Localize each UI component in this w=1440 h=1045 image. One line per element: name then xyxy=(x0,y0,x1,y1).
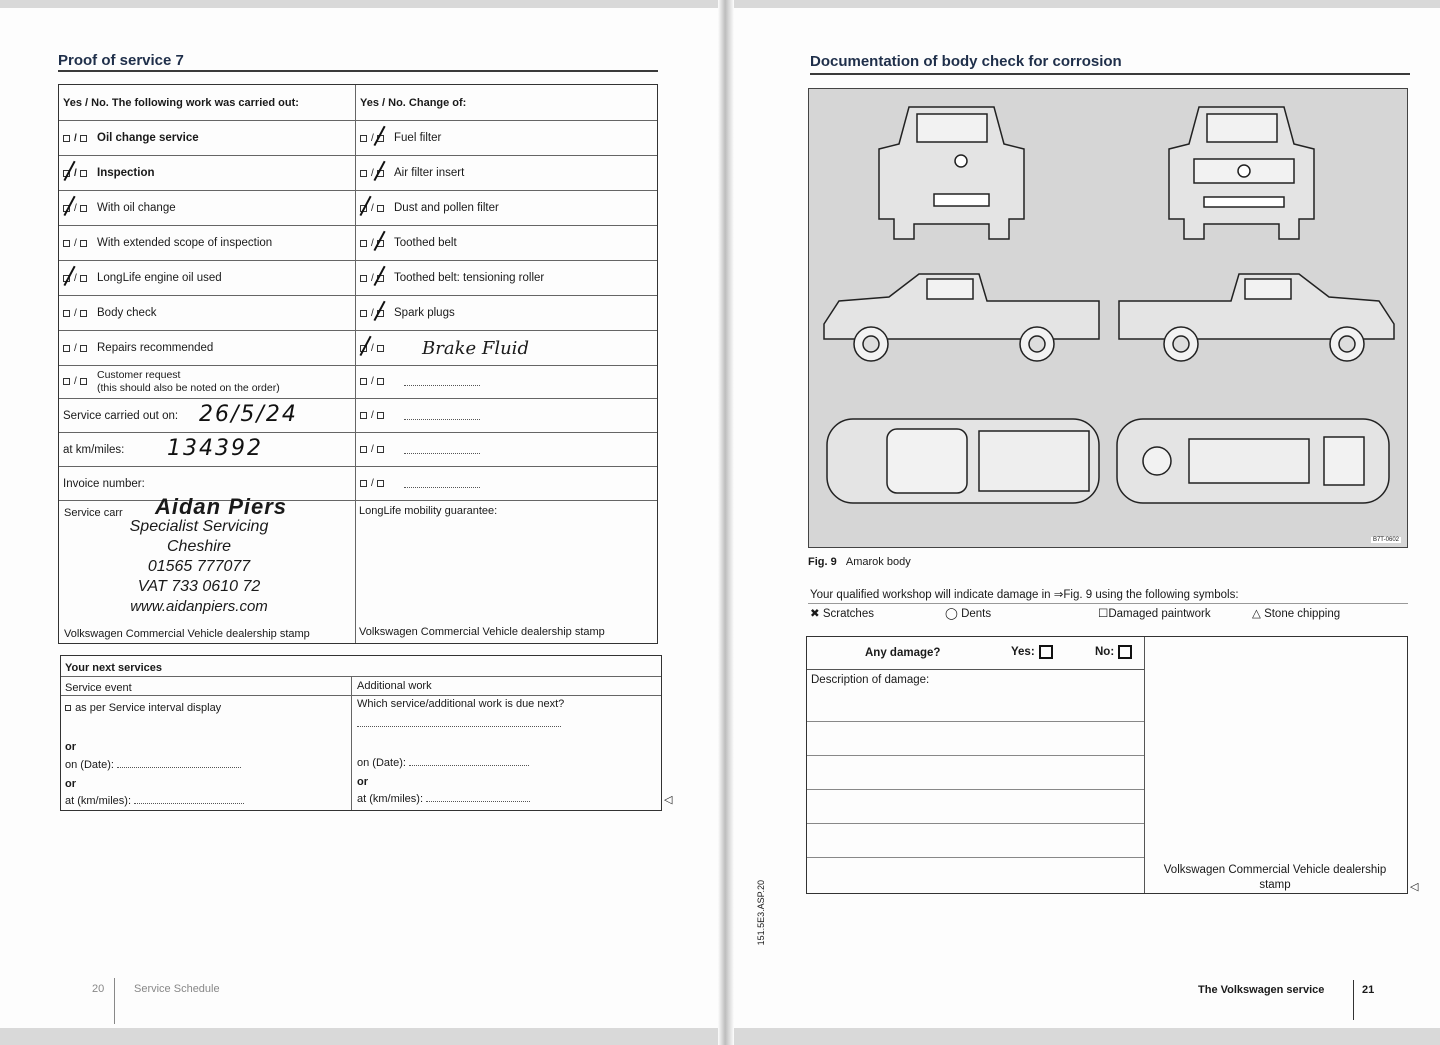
page-title: Proof of service 7 xyxy=(58,52,184,69)
divider xyxy=(807,669,1144,670)
customer-request-label: Customer request xyxy=(97,368,181,381)
change-label: Dust and pollen filter xyxy=(394,202,499,214)
or-label-right: or xyxy=(357,776,368,788)
header-right: Yes / No. Change of: xyxy=(355,85,657,121)
change-label: Spark plugs xyxy=(394,307,455,319)
stamp-line2: Cheshire xyxy=(166,538,232,555)
work-label: Body check xyxy=(97,307,157,319)
service-carried-by-label: Service carr xyxy=(64,507,123,519)
description-label: Description of damage: xyxy=(811,674,930,686)
damage-instruction: Your qualified workshop will indicate damage in ⇒Fig. 9 using the following symbols: xyxy=(810,589,1239,601)
title-rule xyxy=(810,73,1410,75)
extra-change-row[interactable]: / xyxy=(355,399,657,433)
yes-no-checkbox[interactable]: / xyxy=(63,343,97,354)
work-row[interactable] xyxy=(59,156,355,191)
change-row[interactable] xyxy=(355,191,657,226)
footer-section: Service Schedule xyxy=(134,983,220,995)
damage-stamp-label: Volkswagen Commercial Vehicle dealership stamp xyxy=(1163,864,1387,891)
or-label: or xyxy=(65,741,76,753)
stamp-phone: 01565 777077 xyxy=(147,558,251,575)
figure-caption: Fig. 9 Amarok body xyxy=(808,556,911,568)
extra-change-row[interactable]: / xyxy=(355,433,657,467)
symbol-dents: ◯ Dents xyxy=(945,608,992,620)
on-date-field[interactable]: on (Date): xyxy=(61,759,241,771)
footer-divider xyxy=(1353,980,1354,1020)
stamp-label-right: Volkswagen Commercial Vehicle dealership stamp xyxy=(359,626,605,638)
dotted-line xyxy=(357,726,561,727)
work-row[interactable] xyxy=(59,261,355,296)
work-label: With extended scope of inspection xyxy=(97,237,273,249)
at-km-field[interactable]: at (km/miles): xyxy=(61,795,244,807)
extra-change-row[interactable]: / xyxy=(355,365,657,399)
damage-no-checkbox[interactable]: No: xyxy=(1095,645,1132,659)
side-view-left-vehicle xyxy=(824,274,1099,361)
dealer-stamp xyxy=(89,494,309,617)
work-row[interactable] xyxy=(59,121,355,156)
legend-rule xyxy=(808,603,1408,604)
or-label: or xyxy=(65,778,76,790)
writing-line xyxy=(807,789,1144,790)
next-work-question: Which service/additional work is due next? xyxy=(357,698,565,710)
stamp-web: www.aidanpiers.com xyxy=(130,598,268,615)
any-damage-label: Any damage? xyxy=(865,647,941,659)
front-view-vehicle xyxy=(1169,107,1314,239)
top-view-vehicle xyxy=(827,419,1099,503)
figure-code: B7T-0602 xyxy=(1372,537,1399,543)
column-divider xyxy=(351,676,352,810)
footer-page-number: 20 xyxy=(92,983,105,995)
change-row[interactable] xyxy=(355,296,657,331)
column-divider xyxy=(1144,637,1145,893)
writing-line xyxy=(807,823,1144,824)
yes-no-checkbox[interactable]: / xyxy=(63,133,97,144)
document-code: 151.5E3.ASP.20 xyxy=(756,880,766,946)
service-table xyxy=(58,84,658,644)
change-row[interactable] xyxy=(355,121,657,156)
work-row[interactable] xyxy=(59,331,355,366)
damage-table xyxy=(806,636,1408,894)
on-date-field-right[interactable]: on (Date): xyxy=(353,757,529,769)
footer-divider xyxy=(114,978,115,1024)
interval-display-option[interactable]: as per Service interval display xyxy=(61,702,221,714)
change-row[interactable] xyxy=(355,156,657,191)
yes-no-checkbox[interactable]: / xyxy=(360,343,394,354)
divider xyxy=(61,676,661,677)
symbol-stone-chipping: △ Stone chipping xyxy=(1252,608,1341,620)
yes-no-checkbox[interactable]: / xyxy=(360,133,394,144)
yes-no-checkbox[interactable]: / xyxy=(360,308,394,319)
writing-line xyxy=(807,721,1144,722)
change-row[interactable] xyxy=(355,261,657,296)
yes-no-checkbox[interactable]: / xyxy=(360,273,394,284)
amarok-body-diagram xyxy=(809,89,1409,549)
continue-arrow-icon: ◁ xyxy=(1410,881,1419,893)
yes-no-checkbox[interactable]: / xyxy=(360,203,394,214)
col-service-event: Service event xyxy=(65,682,132,694)
yes-no-checkbox[interactable]: / xyxy=(63,273,97,284)
change-label: Toothed belt: tensioning roller xyxy=(394,272,545,284)
yes-no-checkbox[interactable]: / xyxy=(360,238,394,249)
col-additional-work: Additional work xyxy=(357,680,432,692)
change-row[interactable] xyxy=(355,226,657,261)
footer-section: The Volkswagen service xyxy=(1198,984,1325,996)
work-row[interactable] xyxy=(59,191,355,226)
writing-line xyxy=(807,755,1144,756)
change-label: Toothed belt xyxy=(394,237,457,249)
next-services-title: Your next services xyxy=(65,662,163,674)
invoice-label: Invoice number: xyxy=(63,477,145,490)
title-rule xyxy=(58,70,658,72)
change-label: Brake Fluid xyxy=(422,337,529,359)
divider xyxy=(61,695,661,696)
work-label: Oil change service xyxy=(97,132,199,144)
damage-yes-checkbox[interactable]: Yes: xyxy=(1011,645,1053,659)
book-gutter xyxy=(718,0,734,1045)
extra-change-row[interactable]: / xyxy=(355,467,657,501)
change-label: Fuel filter xyxy=(394,132,442,144)
customer-request-cell: / Customer request (this should also be noted on the order) xyxy=(59,365,355,399)
yes-no-checkbox[interactable]: / xyxy=(63,168,97,179)
km-miles-handwritten: 134392 xyxy=(167,436,263,461)
change-row[interactable] xyxy=(355,331,657,366)
service-date-label: Service carried out on: xyxy=(63,409,179,422)
km-miles-label: at km/miles: xyxy=(63,443,125,456)
stamp-vat: VAT 733 0610 72 xyxy=(137,578,261,595)
symbol-scratches: ✖ Scratches xyxy=(810,608,874,620)
writing-line xyxy=(807,857,1144,858)
footer-page-number: 21 xyxy=(1362,984,1375,996)
stamp-divider xyxy=(355,501,356,643)
work-label: LongLife engine oil used xyxy=(97,272,222,284)
stamp-name: Aidan Piers xyxy=(154,494,288,519)
right-page-title: Documentation of body check for corrosion xyxy=(810,53,1122,70)
vehicle-diagram xyxy=(808,88,1408,548)
stamp-line1: Specialist Servicing xyxy=(129,518,269,535)
yes-no-checkbox[interactable]: / xyxy=(360,168,394,179)
at-km-field-right[interactable]: at (km/miles): xyxy=(353,793,530,805)
change-label: Air filter insert xyxy=(394,167,465,179)
work-label: Inspection xyxy=(97,167,155,179)
work-label: With oil change xyxy=(97,202,176,214)
customer-request-note: (this should also be noted on the order) xyxy=(97,381,280,394)
work-row[interactable] xyxy=(59,226,355,261)
work-row[interactable] xyxy=(59,296,355,331)
continue-arrow-icon: ◁ xyxy=(664,794,673,806)
next-services-table xyxy=(60,655,662,811)
header-left: Yes / No. The following work was carried out: xyxy=(59,85,355,121)
stamp-label-left: Volkswagen Commercial Vehicle dealership stamp xyxy=(64,628,310,640)
yes-no-checkbox[interactable]: / xyxy=(63,203,97,214)
work-label: Repairs recommended xyxy=(97,342,214,354)
side-view-right-vehicle xyxy=(1119,274,1394,361)
service-date-handwritten: 26/5/24 xyxy=(199,402,298,427)
underbody-view-vehicle xyxy=(1117,419,1389,503)
rear-view-vehicle xyxy=(879,107,1024,239)
symbol-damaged-paintwork: ☐Damaged paintwork xyxy=(1098,608,1211,620)
longlife-label: LongLife mobility guarantee: xyxy=(359,505,498,517)
yes-no-checkbox[interactable]: / xyxy=(63,238,97,249)
yes-no-checkbox[interactable]: / xyxy=(63,308,97,319)
